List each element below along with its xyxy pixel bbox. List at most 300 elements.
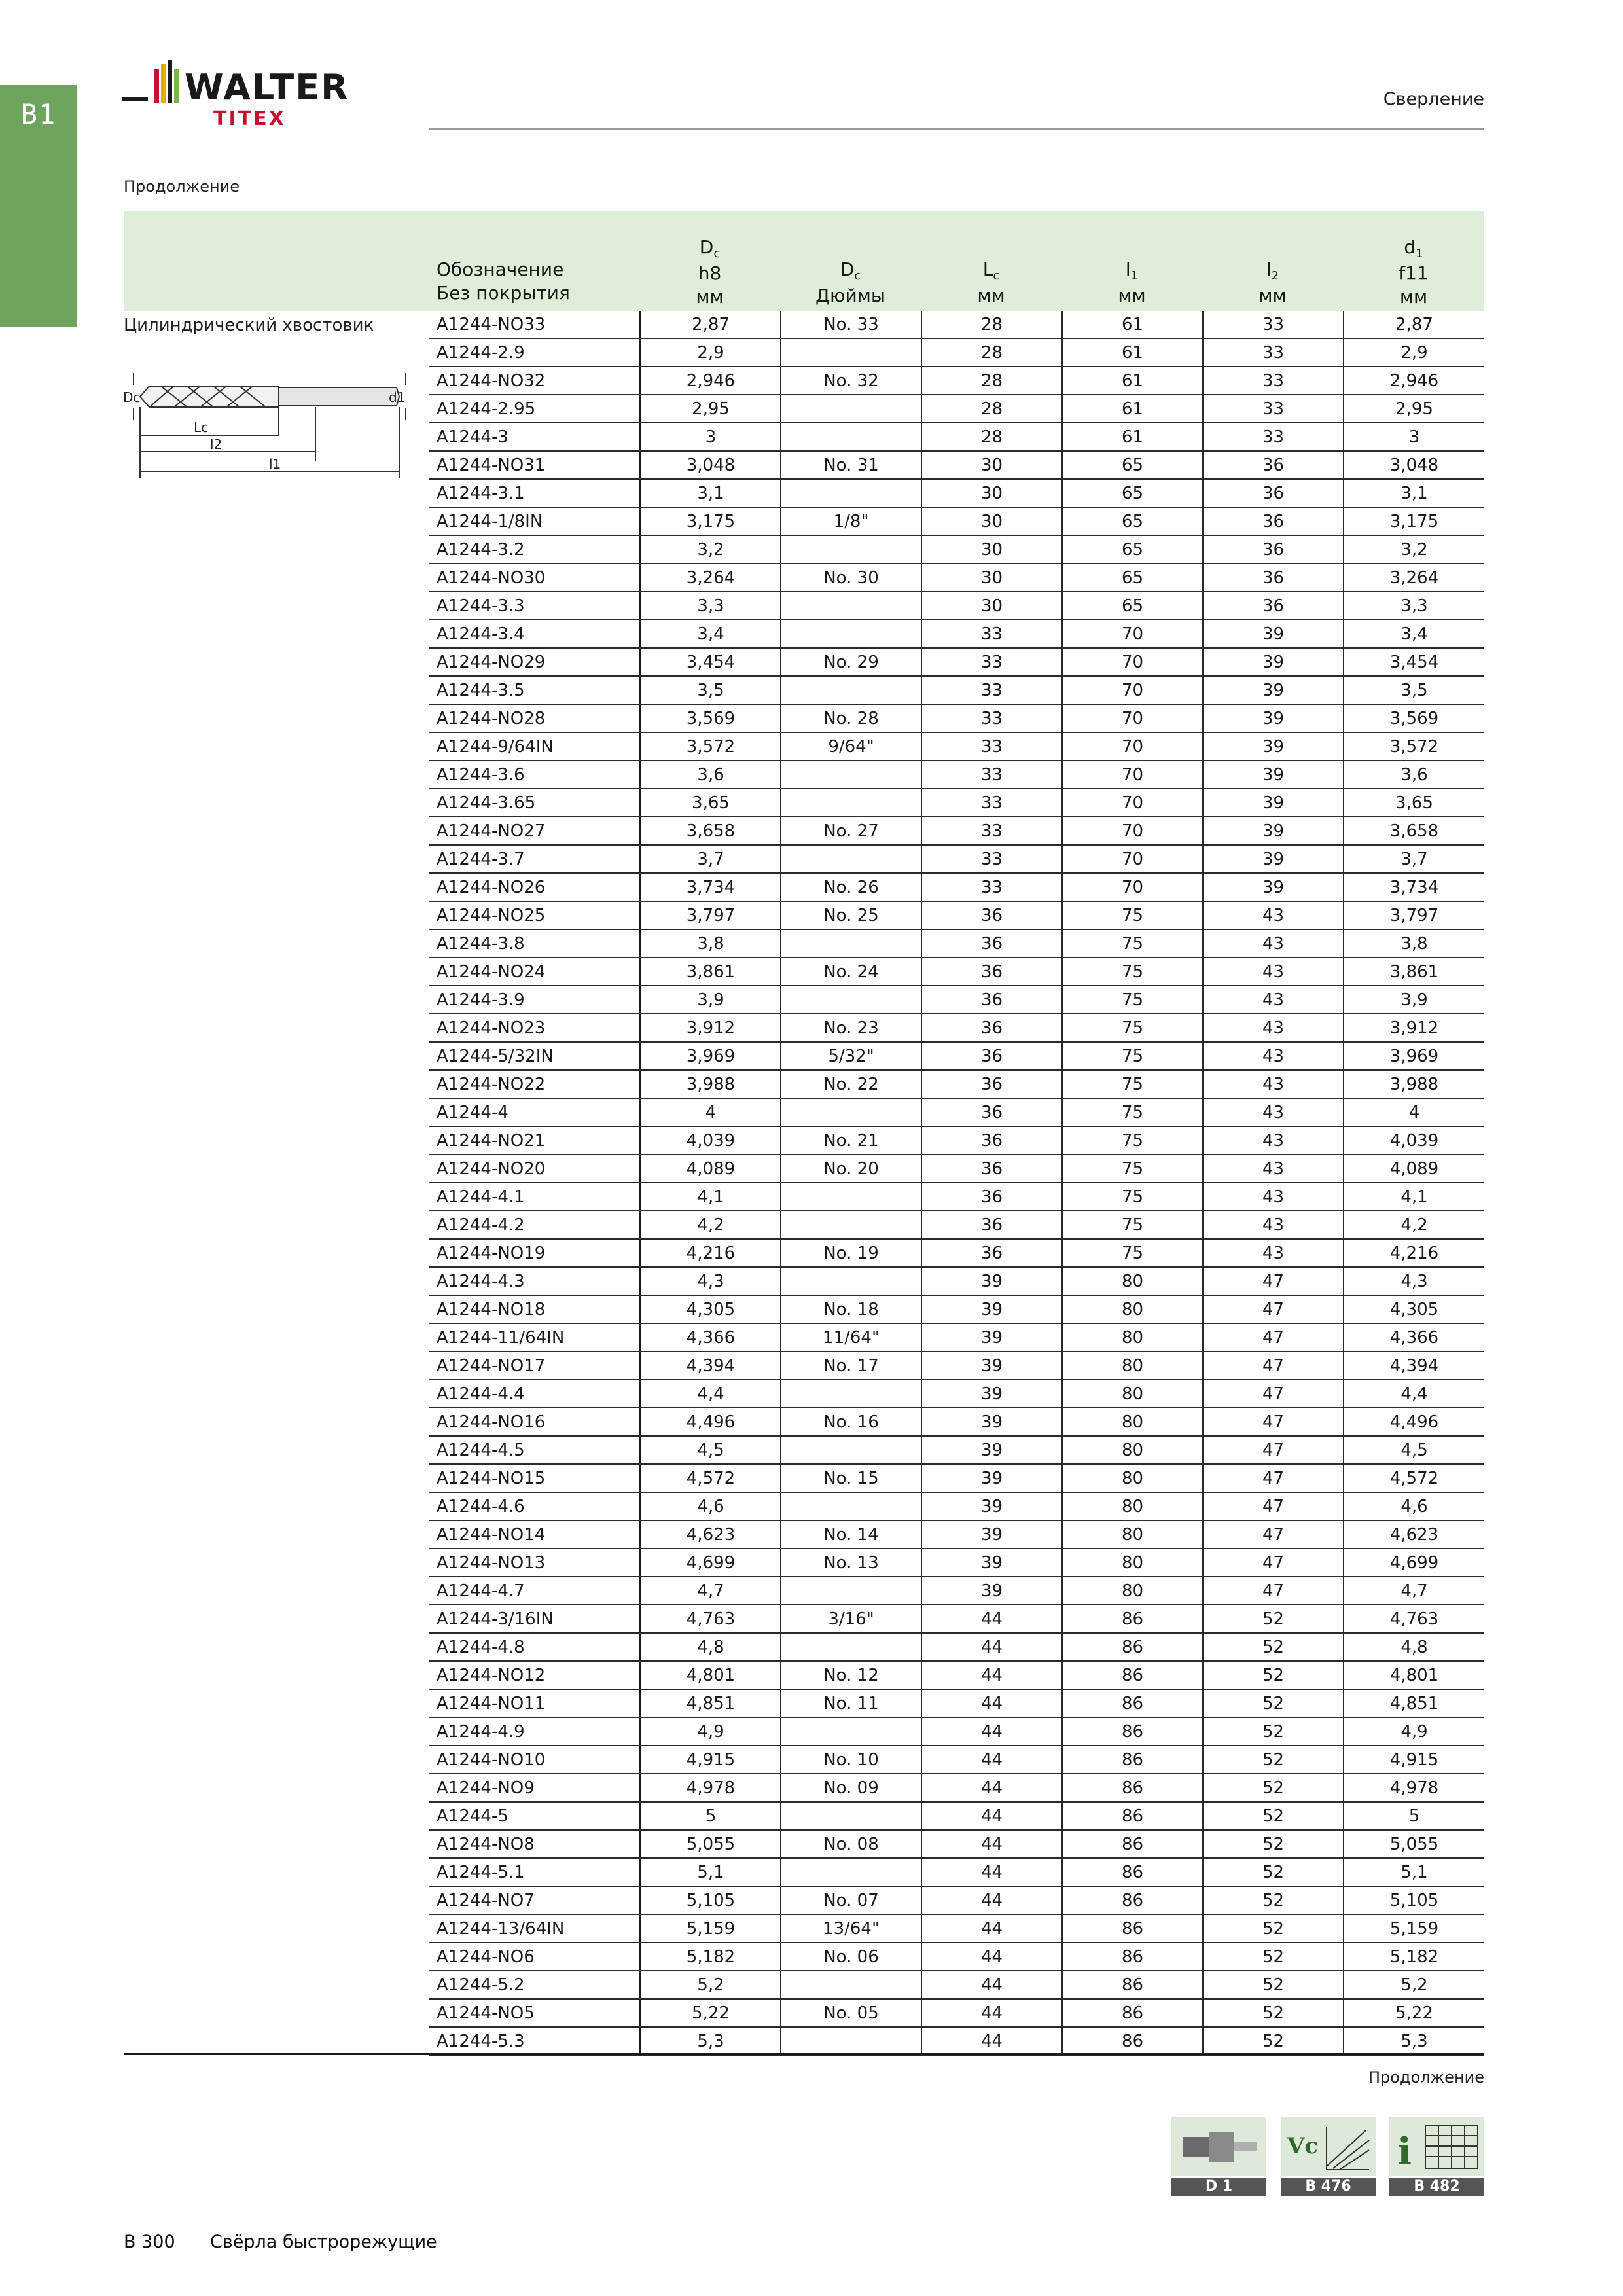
cell-designation: A1244-5.3	[437, 2032, 525, 2051]
cell-designation: A1244-4.5	[437, 1441, 525, 1460]
cell-designation: A1244-NO12	[437, 1666, 546, 1685]
cell-l2: 43	[1202, 958, 1343, 985]
cell-dc-mm: 4,089	[639, 1155, 780, 1182]
cell-lc: 28	[921, 395, 1061, 422]
cell-dc-inch: No. 18	[780, 1296, 921, 1323]
cell-designation: A1244-NO14	[437, 1525, 546, 1545]
table-row	[429, 1183, 1484, 1211]
cell-dc-inch: No. 17	[780, 1352, 921, 1379]
cell-l2: 52	[1202, 1634, 1343, 1660]
cell-l1: 80	[1061, 1465, 1202, 1492]
cell-l1: 75	[1061, 1155, 1202, 1182]
tool-holder-icon	[1171, 2117, 1266, 2176]
cell-dc-inch: 11/64"	[780, 1324, 921, 1351]
cell-d1: 3,5	[1343, 677, 1484, 704]
cell-lc: 36	[921, 1155, 1061, 1182]
cell-dc-inch: No. 23	[780, 1014, 921, 1041]
cell-lc: 28	[921, 311, 1061, 338]
cell-dc-mm: 3,734	[639, 874, 780, 901]
cell-designation: A1244-5/32IN	[437, 1047, 554, 1066]
cell-lc: 30	[921, 452, 1061, 478]
cell-designation: A1244-1/8IN	[437, 512, 543, 531]
reference-b476[interactable]	[1281, 2117, 1376, 2196]
cell-dc-mm: 4,039	[639, 1127, 780, 1154]
table-row	[429, 1803, 1484, 1831]
cell-l2: 43	[1202, 1155, 1343, 1182]
cell-dc-inch	[780, 761, 921, 788]
cell-dc-mm: 2,87	[639, 311, 780, 338]
cell-designation: A1244-4.3	[437, 1272, 525, 1291]
cell-lc: 44	[921, 1859, 1061, 1886]
cell-designation: A1244-NO10	[437, 1750, 546, 1770]
cell-lc: 33	[921, 846, 1061, 872]
cell-l1: 86	[1061, 1887, 1202, 1914]
cell-designation: A1244-3.7	[437, 850, 525, 869]
cell-designation: A1244-3.65	[437, 793, 536, 813]
cell-lc: 44	[921, 1634, 1061, 1660]
cell-lc: 44	[921, 1943, 1061, 1970]
cell-l1: 86	[1061, 1774, 1202, 1801]
cell-designation: A1244-NO9	[437, 1778, 535, 1798]
cell-designation: A1244-4.1	[437, 1187, 525, 1207]
cell-dc-mm: 3,797	[639, 902, 780, 929]
table-row	[429, 592, 1484, 620]
cell-dc-mm: 4,915	[639, 1746, 780, 1773]
cell-dc-inch: No. 09	[780, 1774, 921, 1801]
cell-dc-mm: 4,496	[639, 1408, 780, 1435]
cell-l2: 47	[1202, 1437, 1343, 1463]
cell-l2: 43	[1202, 930, 1343, 957]
table-row	[429, 846, 1484, 874]
cell-l1: 61	[1061, 339, 1202, 366]
cell-l2: 33	[1202, 423, 1343, 450]
cell-dc-inch: 5/32"	[780, 1043, 921, 1069]
cell-designation: A1244-11/64IN	[437, 1328, 565, 1348]
cell-l2: 47	[1202, 1465, 1343, 1492]
cell-dc-inch	[780, 2028, 921, 2054]
table-row	[429, 1324, 1484, 1352]
cell-lc: 30	[921, 508, 1061, 535]
cell-l1: 75	[1061, 1099, 1202, 1126]
cell-dc-inch	[780, 986, 921, 1013]
cell-dc-mm: 4,6	[639, 1493, 780, 1520]
cell-lc: 36	[921, 1014, 1061, 1041]
cell-l2: 52	[1202, 2028, 1343, 2054]
cell-d1: 5,3	[1343, 2028, 1484, 2054]
cell-l1: 70	[1061, 817, 1202, 844]
table-row	[429, 1071, 1484, 1099]
cell-designation: A1244-2.95	[437, 399, 536, 419]
cell-dc-mm: 3,969	[639, 1043, 780, 1069]
table-row	[429, 1240, 1484, 1268]
cell-lc: 30	[921, 564, 1061, 591]
continuation-label-top: Продолжение	[124, 177, 240, 196]
cell-dc-inch	[780, 1211, 921, 1238]
cell-dc-inch: No. 16	[780, 1408, 921, 1435]
cell-d1: 3,797	[1343, 902, 1484, 929]
cell-dc-mm: 3,3	[639, 592, 780, 619]
cell-l2: 43	[1202, 1240, 1343, 1266]
cell-d1: 3,969	[1343, 1043, 1484, 1069]
cell-dc-inch: No. 15	[780, 1465, 921, 1492]
table-row	[429, 339, 1484, 367]
table-row	[429, 1099, 1484, 1127]
cell-lc: 44	[921, 1662, 1061, 1689]
table-row	[429, 1690, 1484, 1718]
cell-d1: 3,454	[1343, 649, 1484, 675]
cell-designation: A1244-3/16IN	[437, 1609, 554, 1629]
cell-l2: 43	[1202, 986, 1343, 1013]
cell-lc: 36	[921, 1071, 1061, 1098]
cell-designation: A1244-4.4	[437, 1384, 525, 1404]
cell-d1: 2,95	[1343, 395, 1484, 422]
cell-d1: 3,048	[1343, 452, 1484, 478]
drill-label-l1: l1	[269, 456, 281, 472]
cell-lc: 44	[921, 2000, 1061, 2026]
cell-d1: 4,366	[1343, 1324, 1484, 1351]
cell-designation: A1244-4.6	[437, 1497, 525, 1516]
cell-d1: 5,055	[1343, 1831, 1484, 1857]
cell-dc-mm: 3,264	[639, 564, 780, 591]
cell-l2: 47	[1202, 1577, 1343, 1604]
cell-dc-inch	[780, 1859, 921, 1886]
cell-dc-mm: 2,95	[639, 395, 780, 422]
cell-dc-inch	[780, 1634, 921, 1660]
cell-designation: A1244-4.7	[437, 1581, 525, 1601]
header-divider	[429, 128, 1484, 130]
cell-l1: 75	[1061, 930, 1202, 957]
table-row	[429, 1577, 1484, 1605]
cell-d1: 3,658	[1343, 817, 1484, 844]
cell-d1: 3,861	[1343, 958, 1484, 985]
cell-dc-mm: 4,2	[639, 1211, 780, 1238]
cell-l2: 47	[1202, 1408, 1343, 1435]
cell-dc-inch	[780, 677, 921, 704]
cell-designation: A1244-9/64IN	[437, 737, 554, 757]
cell-l2: 36	[1202, 536, 1343, 563]
cell-dc-mm: 4,8	[639, 1634, 780, 1660]
cell-dc-inch	[780, 620, 921, 647]
cell-dc-inch	[780, 592, 921, 619]
cell-l1: 65	[1061, 592, 1202, 619]
cell-dc-mm: 4	[639, 1099, 780, 1126]
cell-designation: A1244-NO6	[437, 1947, 535, 1967]
cell-dc-mm: 4,4	[639, 1380, 780, 1407]
cell-d1: 4,572	[1343, 1465, 1484, 1492]
table-row	[429, 2028, 1484, 2056]
table-row	[429, 733, 1484, 761]
cell-d1: 4,7	[1343, 1577, 1484, 1604]
cell-l1: 86	[1061, 1971, 1202, 1998]
cell-d1: 5,159	[1343, 1915, 1484, 1942]
cell-designation: A1244-NO20	[437, 1159, 546, 1179]
product-table	[429, 311, 1484, 2056]
table-row	[429, 930, 1484, 958]
cell-dc-inch	[780, 1971, 921, 1998]
cell-l2: 39	[1202, 789, 1343, 816]
cell-lc: 36	[921, 1240, 1061, 1266]
cell-dc-inch: No. 12	[780, 1662, 921, 1689]
page-number: B 300	[124, 2232, 175, 2252]
cell-d1: 4,699	[1343, 1549, 1484, 1576]
cell-designation: A1244-NO28	[437, 709, 546, 728]
cell-dc-inch	[780, 339, 921, 366]
cell-l1: 75	[1061, 1183, 1202, 1210]
cell-l1: 75	[1061, 1043, 1202, 1069]
cell-dc-mm: 5,159	[639, 1915, 780, 1942]
cell-dc-mm: 4,216	[639, 1240, 780, 1266]
cell-l2: 52	[1202, 1859, 1343, 1886]
cell-dc-mm: 2,946	[639, 367, 780, 394]
table-row	[429, 1662, 1484, 1690]
cell-l2: 52	[1202, 1746, 1343, 1773]
table-row	[429, 1268, 1484, 1296]
cell-d1: 3,572	[1343, 733, 1484, 760]
drill-label-lc: Lc	[194, 420, 209, 435]
cell-l2: 39	[1202, 874, 1343, 901]
cell-d1: 3,912	[1343, 1014, 1484, 1041]
cell-l2: 47	[1202, 1380, 1343, 1407]
reference-d1-label: D 1	[1171, 2178, 1266, 2196]
cell-designation: A1244-NO21	[437, 1131, 546, 1151]
cell-l1: 61	[1061, 395, 1202, 422]
cell-d1: 4,978	[1343, 1774, 1484, 1801]
cell-l1: 75	[1061, 902, 1202, 929]
cell-l1: 86	[1061, 1634, 1202, 1660]
cell-dc-mm: 4,9	[639, 1718, 780, 1745]
cell-l1: 65	[1061, 536, 1202, 563]
cell-l1: 80	[1061, 1268, 1202, 1295]
cell-l2: 39	[1202, 817, 1343, 844]
cell-lc: 36	[921, 930, 1061, 957]
cell-dc-inch: No. 05	[780, 2000, 921, 2026]
cell-d1: 4,3	[1343, 1268, 1484, 1295]
cell-dc-mm: 3,569	[639, 705, 780, 732]
cell-dc-inch: 3/16"	[780, 1605, 921, 1632]
cell-l1: 80	[1061, 1521, 1202, 1548]
table-row	[429, 705, 1484, 733]
cell-l1: 75	[1061, 958, 1202, 985]
cell-l2: 52	[1202, 2000, 1343, 2026]
cell-l2: 39	[1202, 620, 1343, 647]
table-row	[429, 986, 1484, 1014]
cell-dc-inch: No. 22	[780, 1071, 921, 1098]
cell-designation: A1244-NO29	[437, 653, 546, 672]
cell-l1: 70	[1061, 620, 1202, 647]
cell-dc-mm: 3,175	[639, 508, 780, 535]
cell-l1: 80	[1061, 1493, 1202, 1520]
cell-lc: 33	[921, 789, 1061, 816]
cell-d1: 5,182	[1343, 1943, 1484, 1970]
cell-dc-mm: 4,366	[639, 1324, 780, 1351]
cell-l1: 86	[1061, 2028, 1202, 2054]
cell-l1: 80	[1061, 1437, 1202, 1463]
cell-l2: 52	[1202, 1803, 1343, 1829]
cell-designation: A1244-NO11	[437, 1694, 546, 1713]
continuation-label-bottom: Продолжение	[1368, 2068, 1484, 2087]
table-row	[429, 564, 1484, 592]
cell-l2: 47	[1202, 1493, 1343, 1520]
table-row	[429, 1408, 1484, 1437]
cell-l1: 86	[1061, 1803, 1202, 1829]
cell-l2: 36	[1202, 480, 1343, 507]
table-row	[429, 1296, 1484, 1324]
cell-d1: 3,175	[1343, 508, 1484, 535]
cell-l1: 70	[1061, 733, 1202, 760]
cell-designation: A1244-NO19	[437, 1244, 546, 1263]
reference-b482-label: B 482	[1389, 2178, 1484, 2196]
cell-d1: 4,089	[1343, 1155, 1484, 1182]
cell-d1: 5,105	[1343, 1887, 1484, 1914]
cell-dc-inch: No. 14	[780, 1521, 921, 1548]
cell-designation: A1244-3	[437, 427, 508, 447]
cell-d1: 2,946	[1343, 367, 1484, 394]
cell-lc: 30	[921, 592, 1061, 619]
cell-l2: 36	[1202, 452, 1343, 478]
cell-lc: 44	[921, 2028, 1061, 2054]
cell-dc-mm: 3,861	[639, 958, 780, 985]
cell-dc-inch: No. 24	[780, 958, 921, 985]
cell-dc-mm: 4,5	[639, 1437, 780, 1463]
cell-d1: 3,988	[1343, 1071, 1484, 1098]
cell-l1: 80	[1061, 1296, 1202, 1323]
cell-l1: 75	[1061, 1071, 1202, 1098]
cell-designation: A1244-NO27	[437, 821, 546, 841]
cell-dc-mm: 3,8	[639, 930, 780, 957]
cell-d1: 3,6	[1343, 761, 1484, 788]
cell-dc-inch: 9/64"	[780, 733, 921, 760]
cell-designation: A1244-4.2	[437, 1215, 525, 1235]
cell-dc-mm: 3,9	[639, 986, 780, 1013]
cell-l2: 47	[1202, 1268, 1343, 1295]
table-row	[429, 508, 1484, 536]
cell-lc: 33	[921, 761, 1061, 788]
table-row	[429, 1746, 1484, 1774]
cell-lc: 39	[921, 1352, 1061, 1379]
cell-lc: 36	[921, 902, 1061, 929]
cell-lc: 39	[921, 1549, 1061, 1576]
reference-d1[interactable]	[1171, 2117, 1266, 2196]
cell-lc: 33	[921, 733, 1061, 760]
cell-l2: 47	[1202, 1352, 1343, 1379]
cell-d1: 4,6	[1343, 1493, 1484, 1520]
cell-l1: 86	[1061, 1746, 1202, 1773]
cell-d1: 3,7	[1343, 846, 1484, 872]
cell-l1: 86	[1061, 2000, 1202, 2026]
cell-l2: 52	[1202, 1915, 1343, 1942]
cell-lc: 33	[921, 705, 1061, 732]
cell-l1: 70	[1061, 761, 1202, 788]
cell-dc-inch: No. 21	[780, 1127, 921, 1154]
table-row	[429, 536, 1484, 564]
table-row	[429, 874, 1484, 902]
logo-primary-text: WALTER	[185, 67, 349, 108]
cell-d1: 3,1	[1343, 480, 1484, 507]
cell-designation: A1244-NO13	[437, 1553, 546, 1573]
reference-b482[interactable]	[1389, 2117, 1484, 2196]
svg-text:Vc: Vc	[1287, 2133, 1319, 2159]
cell-l1: 70	[1061, 677, 1202, 704]
cell-lc: 44	[921, 1803, 1061, 1829]
cell-lc: 36	[921, 1211, 1061, 1238]
cell-l2: 39	[1202, 761, 1343, 788]
cell-designation: A1244-3.8	[437, 934, 525, 954]
cell-dc-inch: No. 19	[780, 1240, 921, 1266]
cell-dc-inch: No. 29	[780, 649, 921, 675]
cell-d1: 4,763	[1343, 1605, 1484, 1632]
cell-dc-inch	[780, 1099, 921, 1126]
cell-d1: 3,264	[1343, 564, 1484, 591]
cell-l1: 75	[1061, 1014, 1202, 1041]
cell-l2: 39	[1202, 705, 1343, 732]
info-table-icon	[1389, 2117, 1484, 2176]
cell-lc: 30	[921, 536, 1061, 563]
table-row	[429, 1887, 1484, 1915]
cell-d1: 3,2	[1343, 536, 1484, 563]
cell-lc: 39	[921, 1493, 1061, 1520]
col-header-d1-f11: $d_1$ f11 мм	[1399, 236, 1429, 308]
cell-dc-inch	[780, 423, 921, 450]
cell-dc-mm: 5,2	[639, 1971, 780, 1998]
cell-dc-mm: 4,572	[639, 1465, 780, 1492]
cell-d1: 4	[1343, 1099, 1484, 1126]
cell-d1: 3	[1343, 423, 1484, 450]
cell-d1: 4,394	[1343, 1352, 1484, 1379]
col-header-l1: $l_1$ мм	[1118, 259, 1146, 306]
cell-l1: 70	[1061, 649, 1202, 675]
table-bottom-rule	[124, 2053, 1484, 2055]
cell-l1: 61	[1061, 311, 1202, 338]
table-row	[429, 1971, 1484, 2000]
cell-d1: 4,4	[1343, 1380, 1484, 1407]
cell-dc-mm: 3,7	[639, 846, 780, 872]
logo-secondary-text: TITEX	[213, 107, 286, 130]
table-row	[429, 452, 1484, 480]
cell-l1: 86	[1061, 1915, 1202, 1942]
table-row	[429, 1718, 1484, 1746]
table-row	[429, 1127, 1484, 1155]
cell-dc-inch	[780, 846, 921, 872]
cell-lc: 28	[921, 423, 1061, 450]
cell-lc: 36	[921, 986, 1061, 1013]
cell-l2: 52	[1202, 1690, 1343, 1717]
table-row	[429, 480, 1484, 508]
cell-lc: 39	[921, 1577, 1061, 1604]
cell-dc-mm: 3,572	[639, 733, 780, 760]
cell-dc-inch: 1/8"	[780, 508, 921, 535]
cell-lc: 36	[921, 1183, 1061, 1210]
cell-designation: A1244-NO5	[437, 2003, 535, 2023]
table-row	[429, 1605, 1484, 1634]
cell-lc: 44	[921, 1831, 1061, 1857]
table-row	[429, 1549, 1484, 1577]
cutting-speed-chart-icon	[1281, 2117, 1376, 2176]
cell-d1: 4,623	[1343, 1521, 1484, 1548]
cell-lc: 39	[921, 1324, 1061, 1351]
cell-l1: 70	[1061, 705, 1202, 732]
cell-dc-inch	[780, 1577, 921, 1604]
cell-lc: 36	[921, 1043, 1061, 1069]
cell-l2: 33	[1202, 395, 1343, 422]
cell-l2: 39	[1202, 846, 1343, 872]
cell-dc-mm: 5,22	[639, 2000, 780, 2026]
cell-dc-inch	[780, 1437, 921, 1463]
cell-dc-mm: 5,105	[639, 1887, 780, 1914]
cell-lc: 33	[921, 649, 1061, 675]
cell-d1: 4,915	[1343, 1746, 1484, 1773]
cell-lc: 44	[921, 1774, 1061, 1801]
cell-dc-mm: 3,988	[639, 1071, 780, 1098]
